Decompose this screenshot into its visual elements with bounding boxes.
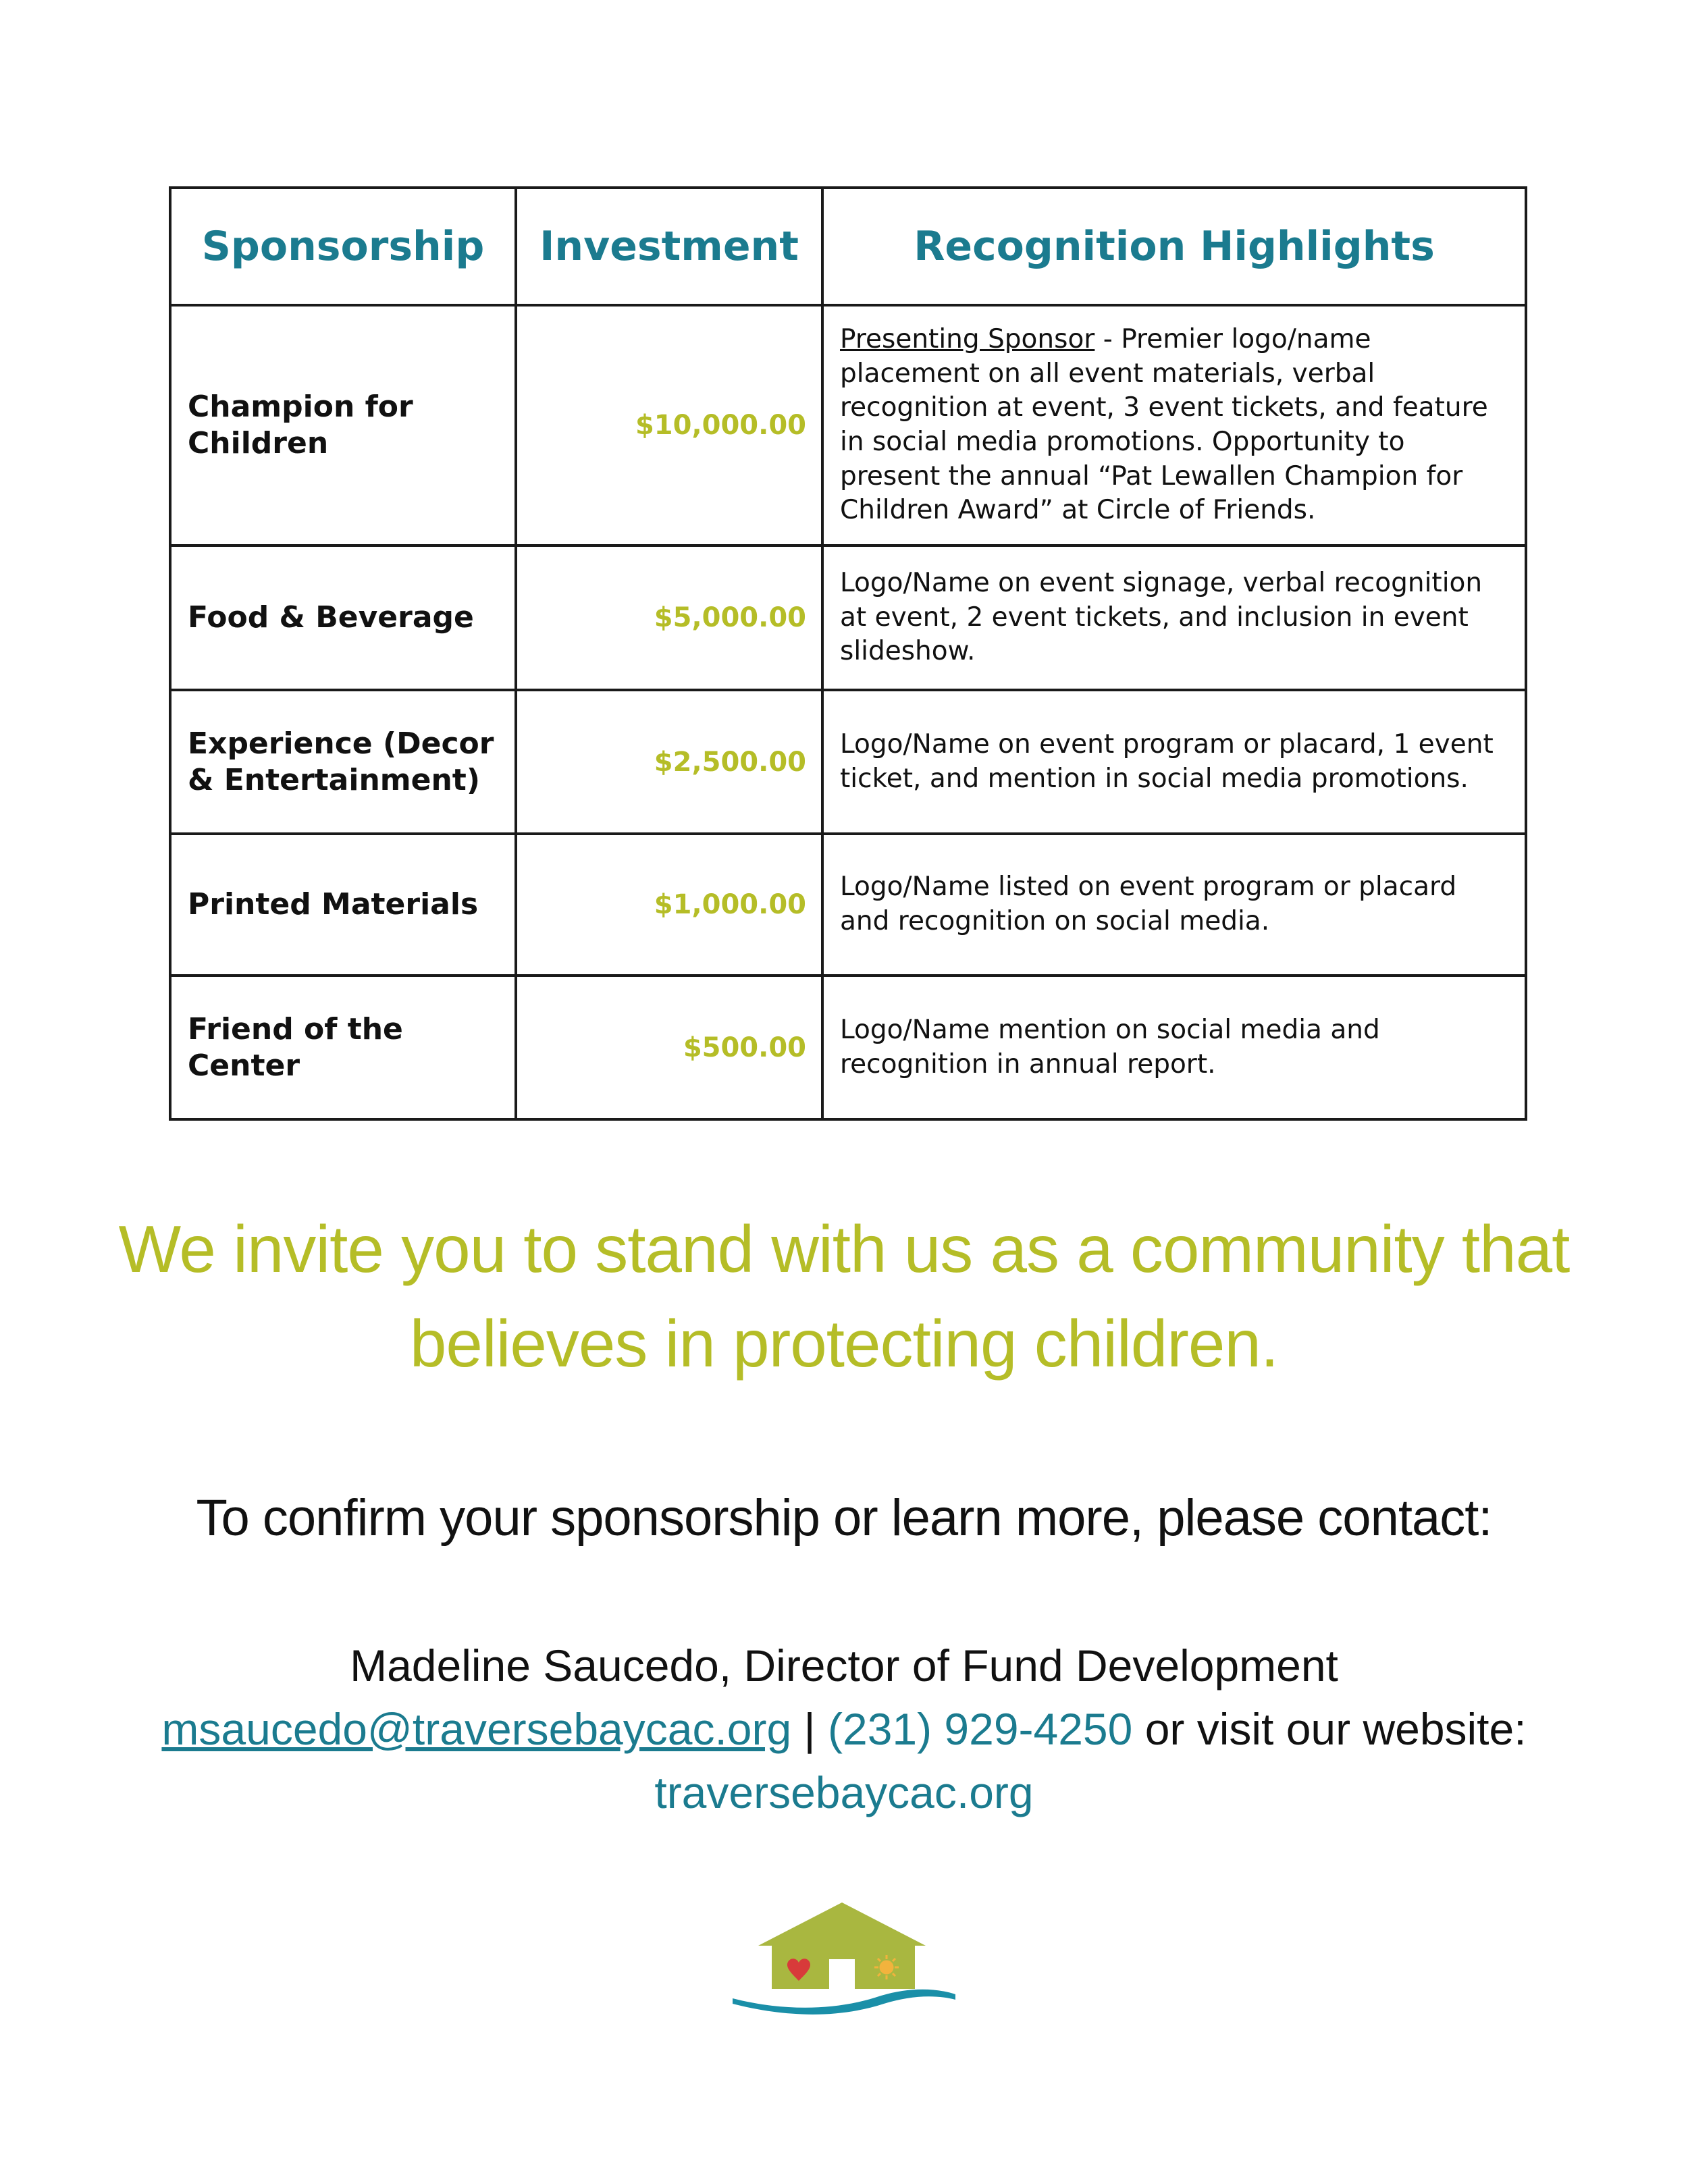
table-row: [170, 690, 1526, 834]
recognition-description: Logo/Name on event program or placard, 1 event ticket, and mention in social media promotions.: [822, 690, 1526, 834]
investment-amount: $500.00: [516, 976, 822, 1119]
house-door: [829, 1959, 855, 1989]
house-roof: [758, 1902, 926, 1952]
visit-website-text: or visit our website:: [1132, 1704, 1527, 1754]
sponsorship-name: Food & Beverage: [170, 545, 516, 690]
contact-separator: |: [791, 1704, 828, 1754]
invitation-line-1: We invite you to stand with us as a community that: [118, 1212, 1570, 1286]
header-investment: Investment: [516, 188, 822, 305]
sponsorship-name: Experience (Decor & Entertainment): [170, 690, 516, 834]
contact-person: Madeline Saucedo, Director of Fund Development: [350, 1641, 1338, 1690]
recognition-description: [822, 305, 1526, 545]
invitation-line-2: believes in protecting children.: [409, 1306, 1279, 1381]
sun-icon: [874, 1955, 899, 1979]
sponsorship-name: Friend of the Center: [170, 976, 516, 1119]
table-header-row: [170, 188, 1526, 305]
phone-link[interactable]: (231) 929-4250: [828, 1704, 1133, 1754]
sponsorship-name: Printed Materials: [170, 834, 516, 976]
contact-line: [68, 1697, 1620, 1761]
sponsorship-table: [169, 186, 1527, 1121]
table-row: [170, 305, 1526, 545]
table-row: [170, 976, 1526, 1119]
website-link[interactable]: traversebaycac.org: [654, 1767, 1034, 1817]
header-sponsorship: Sponsorship: [170, 188, 516, 305]
recognition-description: Logo/Name on event signage, verbal recognition at event, 2 event tickets, and inclusion in event slideshow.: [822, 545, 1526, 690]
table-row: [170, 834, 1526, 976]
sponsorship-name: Champion for Children: [170, 305, 516, 545]
investment-amount: $10,000.00: [516, 305, 822, 545]
recognition-description: Logo/Name listed on event program or placard and recognition on social media.: [822, 834, 1526, 976]
invitation-message: [101, 1202, 1587, 1391]
wave-shape: [733, 1990, 955, 2015]
investment-amount: $1,000.00: [516, 834, 822, 976]
confirm-heading: To confirm your sponsorship or learn more, please contact:: [196, 1489, 1492, 1547]
recognition-description: Logo/Name mention on social media and recognition in annual report.: [822, 976, 1526, 1119]
presenting-sponsor-label: Presenting Sponsor: [840, 323, 1095, 354]
table-row: [170, 545, 1526, 690]
recognition-text: - Premier logo/name placement on all event materials, verbal recognition at event, 3 event tickets, and feature in social media promotions. Opportunity to present the annual “Pat Lewallen Champion for Children Award” at Circle of Friends.: [840, 323, 1488, 526]
contact-block: [68, 1634, 1620, 1824]
header-recognition-highlights: Recognition Highlights: [822, 188, 1526, 305]
email-link[interactable]: msaucedo@traversebaycac.org: [161, 1704, 792, 1754]
investment-amount: $5,000.00: [516, 545, 822, 690]
house-heart-sun-logo-icon: [733, 1897, 955, 2019]
investment-amount: $2,500.00: [516, 690, 822, 834]
